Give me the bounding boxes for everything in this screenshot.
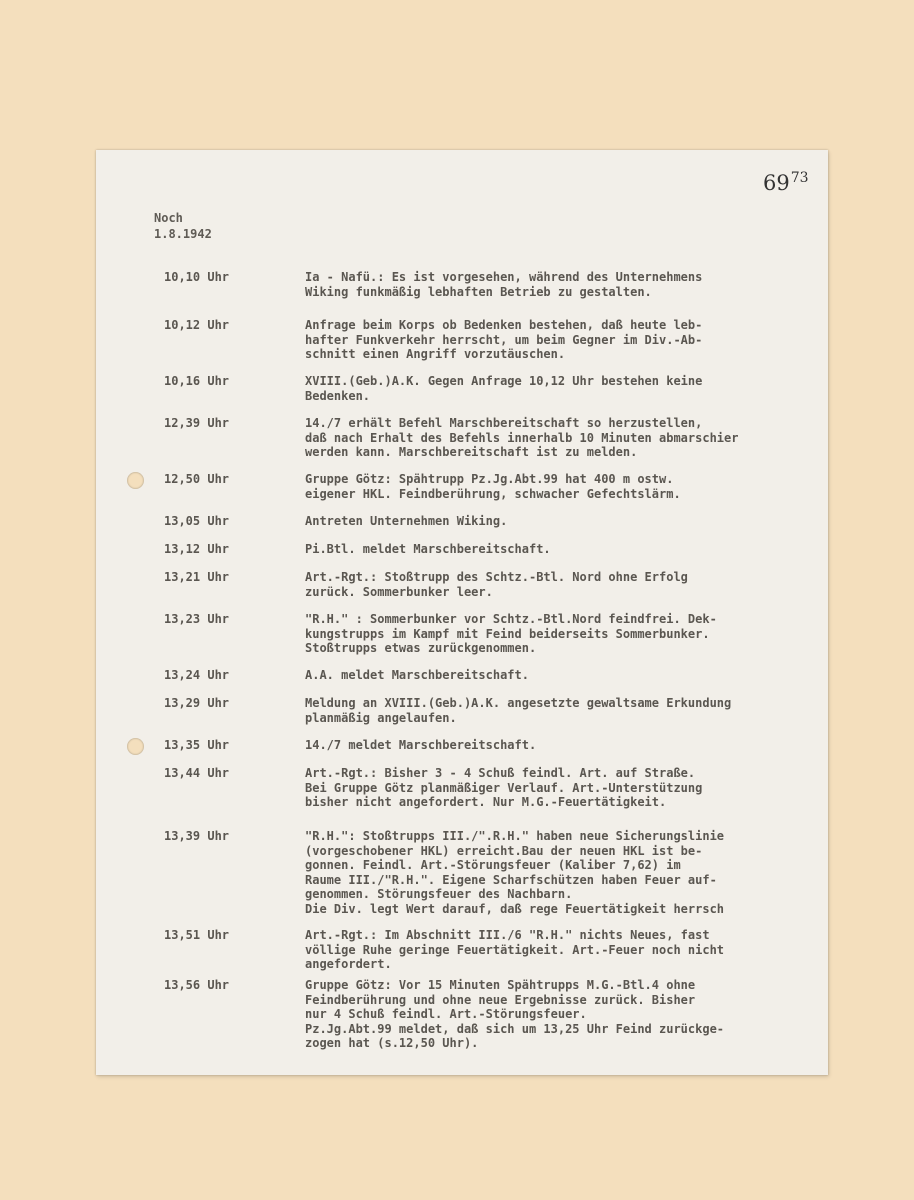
entry-time: 13,29 Uhr — [164, 696, 230, 710]
entry-time: 13,24 Uhr — [164, 668, 230, 682]
entry-time: 13,39 Uhr — [164, 829, 230, 843]
header-date: 1.8.1942 — [154, 227, 212, 241]
entry-text-line: "R.H." : Sommerbunker vor Schtz.-Btl.Nord feindfrei. Dek- — [305, 612, 717, 626]
entry-text-line: Feindberührung und ohne neue Ergebnisse zurück. Bisher — [305, 992, 696, 1007]
entry-text-line: Pz.Jg.Abt.99 meldet, daß sich um 13,25 Uhr Feind zurückge- — [305, 1021, 725, 1036]
entry-text-line: A.A. meldet Marschbereitschaft. — [305, 668, 529, 682]
entry-text-line: zogen hat (s.12,50 Uhr). — [305, 1036, 479, 1050]
entry-text-line: völlige Ruhe geringe Feuertätigkeit. Art.-Feuer noch nicht — [305, 942, 725, 957]
entry-text-line: "R.H.": Stoßtrupps III./".R.H." haben neue Sicherungslinie — [305, 829, 725, 843]
entry-text-line: Anfrage beim Korps ob Bedenken bestehen, daß heute leb- — [305, 318, 703, 332]
entry-text-line: Stoßtrupps etwas zurückgenommen. — [305, 641, 537, 655]
page-number — [763, 170, 809, 195]
entry-text — [305, 318, 825, 362]
punch-hole-lower — [127, 738, 144, 755]
entry-text-line: planmäßig angelaufen. — [305, 710, 457, 725]
entry-text — [305, 612, 825, 656]
entry-time: 12,50 Uhr — [164, 472, 230, 486]
entry-text — [305, 766, 825, 810]
entry-text-line: Bedenken. — [305, 388, 371, 403]
entry-text — [305, 668, 825, 683]
entry-time: 13,35 Uhr — [164, 738, 230, 752]
entry-text-line: Art.-Rgt.: Bisher 3 - 4 Schuß feindl. Art. auf Straße. — [305, 766, 696, 780]
entry-text-line: (vorgeschobener HKL) erreicht.Bau der neuen HKL ist be- — [305, 843, 703, 858]
entry-text-line: Raume III./"R.H.". Eigene Scharfschützen haben Feuer auf- — [305, 872, 717, 887]
entry-time: 13,05 Uhr — [164, 514, 230, 528]
folio-superscript: 73 — [790, 170, 809, 186]
entry-text-line: Art.-Rgt.: Stoßtrupp des Schtz.-Btl. Nord ohne Erfolg — [305, 570, 688, 584]
entry-time: 13,51 Uhr — [164, 928, 230, 942]
entry-text — [305, 514, 825, 529]
entry-text-line: Die Div. legt Wert darauf, daß rege Feuertätigkeit herrsch — [305, 901, 725, 916]
entry-text — [305, 829, 825, 916]
entry-text-line: genommen. Störungsfeuer des Nachbarn. — [305, 887, 573, 901]
entry-text-line: kungstrupps im Kampf mit Feind beiderseits Sommerbunker. — [305, 626, 710, 641]
entry-text-line: hafter Funkverkehr herrscht, um beim Gegner im Div.-Ab- — [305, 332, 703, 347]
entry-text — [305, 472, 825, 501]
entry-text-line: Gruppe Götz: Spähtrupp Pz.Jg.Abt.99 hat 400 m ostw. — [305, 472, 674, 486]
entry-time: 10,16 Uhr — [164, 374, 230, 388]
entry-text-line: werden kann. Marschbereitschaft ist zu melden. — [305, 445, 638, 459]
entry-text — [305, 374, 825, 403]
entry-text-line: daß nach Erhalt des Befehls innerhalb 10 Minuten abmarschier — [305, 430, 739, 445]
entry-text-line: Wiking funkmäßig lebhaften Betrieb zu gestalten. — [305, 284, 652, 299]
entry-text-line: Gruppe Götz: Vor 15 Minuten Spähtrupps M.G.-Btl.4 ohne — [305, 978, 696, 992]
entry-time: 13,21 Uhr — [164, 570, 230, 584]
page-header — [154, 210, 212, 242]
entry-text-line: eigener HKL. Feindberührung, schwacher Gefechtslärm. — [305, 486, 681, 501]
entry-time: 13,56 Uhr — [164, 978, 230, 992]
entry-text-line: gonnen. Feindl. Art.-Störungsfeuer (Kaliber 7,62) im — [305, 858, 681, 872]
entry-text — [305, 416, 825, 460]
header-continued: Noch — [154, 211, 183, 225]
entry-text-line: Ia - Nafü.: Es ist vorgesehen, während des Unternehmens — [305, 270, 703, 284]
entry-text-line: zurück. Sommerbunker leer. — [305, 584, 493, 599]
entry-text-line: XVIII.(Geb.)A.K. Gegen Anfrage 10,12 Uhr bestehen keine — [305, 374, 703, 388]
entry-text-line: Art.-Rgt.: Im Abschnitt III./6 "R.H." nichts Neues, fast — [305, 928, 710, 942]
entry-text-line: Meldung an XVIII.(Geb.)A.K. angesetzte gewaltsame Erkundung — [305, 696, 732, 710]
entry-time: 12,39 Uhr — [164, 416, 230, 430]
entry-text — [305, 738, 825, 753]
entry-text-line: nur 4 Schuß feindl. Art.-Störungsfeuer. — [305, 1007, 587, 1021]
entry-text-line: 14./7 erhält Befehl Marschbereitschaft so herzustellen, — [305, 416, 703, 430]
punch-hole-upper — [127, 472, 144, 489]
entry-text — [305, 978, 825, 1051]
entry-text-line: Pi.Btl. meldet Marschbereitschaft. — [305, 542, 551, 556]
entry-text — [305, 570, 825, 599]
entry-text — [305, 542, 825, 557]
document-page — [96, 150, 828, 1075]
entry-text-line: Bei Gruppe Götz planmäßiger Verlauf. Art.-Unterstützung — [305, 780, 703, 795]
entry-text — [305, 696, 825, 725]
folio-number: 69 — [763, 171, 790, 195]
entry-text-line: schnitt einen Angriff vorzutäuschen. — [305, 347, 566, 361]
entry-text-line: angefordert. — [305, 957, 392, 971]
entry-time: 10,12 Uhr — [164, 318, 230, 332]
entry-time: 13,12 Uhr — [164, 542, 230, 556]
entry-text-line: 14./7 meldet Marschbereitschaft. — [305, 738, 537, 752]
entry-text-line: bisher nicht angefordert. Nur M.G.-Feuertätigkeit. — [305, 795, 667, 809]
entry-text — [305, 928, 825, 972]
entry-time: 13,23 Uhr — [164, 612, 230, 626]
entry-time: 13,44 Uhr — [164, 766, 230, 780]
entry-text — [305, 270, 825, 299]
entry-time: 10,10 Uhr — [164, 270, 230, 284]
entry-text-line: Antreten Unternehmen Wiking. — [305, 514, 508, 528]
